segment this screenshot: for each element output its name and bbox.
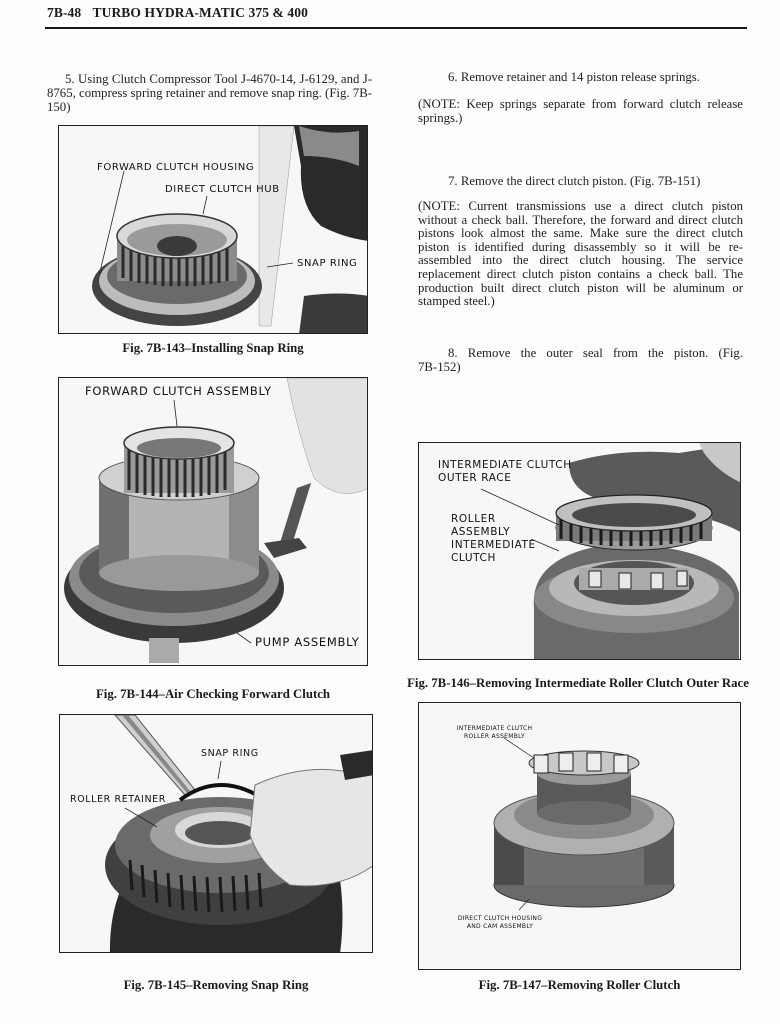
note-6: (NOTE: Keep springs separate from forward clutch release springs.) bbox=[418, 97, 743, 125]
callout-direct-clutch-housing bbox=[455, 915, 545, 930]
figure-7b-147 bbox=[418, 702, 741, 970]
page-number: 7B-48 bbox=[47, 5, 82, 20]
figure-7b-143 bbox=[58, 125, 368, 334]
note-7: (NOTE: Current transmissions use a direct clutch piston without a check ball. Therefore, the forward and direct clutch pistons look almost the same. Make sure the direct clutch piston is identified during disassembly so it will be re-assembled into the direct clutch housing. The service replacement direct clutch piston contains a check ball. The production built direct clutch piston will be aluminum or stamped steel.) bbox=[418, 199, 743, 309]
callout-snap-ring: SNAP RING bbox=[201, 748, 259, 759]
callout-forward-clutch-assembly: FORWARD CLUTCH ASSEMBLY bbox=[85, 384, 272, 398]
caption-fig-7b-145: Fig. 7B-145–Removing Snap Ring bbox=[123, 978, 309, 992]
figure-7b-144 bbox=[58, 377, 368, 666]
callout-clutch: CLUTCH bbox=[451, 552, 496, 564]
callout-line-1: INTERMEDIATE CLUTCH bbox=[456, 725, 533, 732]
callout-intermediate-clutch-roller-assembly bbox=[447, 725, 542, 740]
step-6-number: 6. bbox=[448, 70, 458, 84]
callout-direct-clutch-hub: DIRECT CLUTCH HUB bbox=[165, 184, 280, 195]
step-6 bbox=[418, 70, 743, 84]
step-5-text: Using Clutch Compressor Tool J-4670-14, J-6129, and J-8765, compress spring retainer and remove snap ring. (Fig. 7B-150) bbox=[47, 72, 372, 114]
callout-snap-ring: SNAP RING bbox=[297, 258, 358, 269]
step-7-text: Remove the direct clutch piston. (Fig. 7B-151) bbox=[460, 174, 701, 188]
callout-line-1: DIRECT CLUTCH HOUSING bbox=[457, 915, 543, 922]
callout-outer-race: OUTER RACE bbox=[438, 472, 512, 484]
forward-clutch-illustration bbox=[59, 378, 368, 666]
callout-roller-retainer: ROLLER RETAINER bbox=[70, 794, 166, 805]
step-7-number: 7. bbox=[448, 174, 458, 188]
step-6-text: Remove retainer and 14 piston release springs. bbox=[460, 70, 700, 84]
step-7 bbox=[418, 174, 743, 188]
step-5 bbox=[47, 72, 372, 114]
figure-7b-145 bbox=[59, 714, 373, 953]
caption-fig-7b-147: Fig. 7B-147–Removing Roller Clutch bbox=[478, 978, 681, 992]
caption-fig-7b-143: Fig. 7B-143–Installing Snap Ring bbox=[122, 341, 304, 355]
callout-roller: ROLLER bbox=[451, 513, 496, 525]
callout-forward-clutch-housing: FORWARD CLUTCH HOUSING bbox=[97, 162, 255, 173]
caption-fig-7b-144: Fig. 7B-144–Air Checking Forward Clutch bbox=[95, 687, 330, 701]
step-8-text: Remove the outer seal from the piston. (Fig. 7B-152) bbox=[418, 346, 744, 374]
figure-7b-146 bbox=[418, 442, 741, 660]
header-divider bbox=[45, 27, 747, 29]
callout-line-2: AND CAM ASSEMBLY bbox=[466, 922, 534, 930]
caption-fig-7b-146: Fig. 7B-146–Removing Intermediate Roller Clutch Outer Race bbox=[407, 676, 749, 690]
step-8-number: 8. bbox=[448, 346, 458, 360]
step-5-number: 5. bbox=[65, 72, 75, 86]
page-header bbox=[47, 5, 308, 21]
callout-line-2: ROLLER ASSEMBLY bbox=[464, 732, 525, 740]
callout-intermediate: INTERMEDIATE bbox=[451, 539, 536, 551]
callout-pump-assembly: PUMP ASSEMBLY bbox=[255, 635, 360, 649]
step-8 bbox=[418, 346, 743, 374]
callout-intermediate-clutch: INTERMEDIATE CLUTCH bbox=[438, 459, 572, 471]
callout-assembly: ASSEMBLY bbox=[451, 526, 511, 538]
clutch-hub-illustration bbox=[59, 126, 368, 334]
manual-title: TURBO HYDRA-MATIC 375 & 400 bbox=[92, 5, 308, 20]
